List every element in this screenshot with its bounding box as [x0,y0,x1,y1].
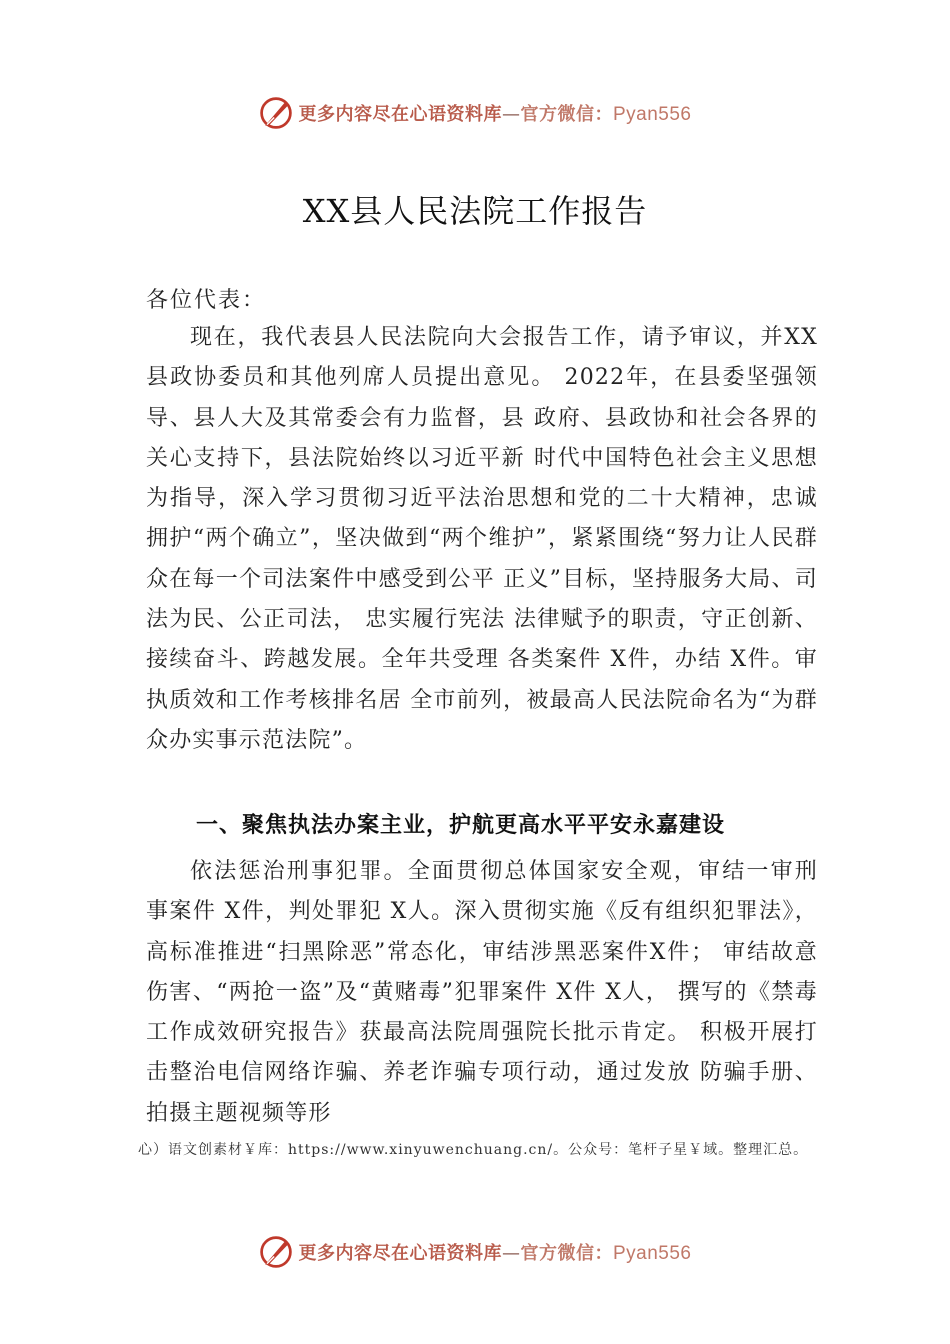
section-heading-1: 一、聚焦执法办案主业，护航更高水平平安永嘉建设 [196,813,726,838]
footnote-source: 心）语文创素材￥库：https://www.xinyuwenchuang.cn/。公众号：笔杆子星￥域。整理汇总。 [138,1142,809,1158]
body-paragraph-1: 现在，我代表县人民法院向大会报告工作，请予审议，并XX县政协委员和其他列席人员提出意见。 2022年，在县委坚强领导、县人大及其常委会有力监督，县 政府、县政协和社会各界的关心支持下，县法院始终以习近平新 时代中国特色社会主义思想为指导，深入学习贯彻习近平法治思想和党的二十大精神，忠诚拥护“两个确立”，坚决做到“两个维护”，紧紧围绕“努力让人民群众在每一个司法案件中感受到公平 正义”目标，坚持服务大局、司法为民、公正司法， 忠实履行宪法 法律赋予的职责，守正创新、接续奋斗、跨越发展。全年共受理 各类案件 X件，办结 X件。审执质效和工作考核排名居 全市前列，被最高人民法院命名为“为群众办实事示范法院”。 [146,325,818,753]
header-watermark-banner [0,93,950,133]
banner-wechat-label: 官方微信： [520,104,613,125]
banner-wechat-id: Pyan556 [612,104,692,125]
banner-separator: — [501,1243,521,1264]
banner-text [298,1239,691,1265]
quill-logo-icon [258,95,294,131]
banner-separator: — [501,104,521,125]
footer-watermark-banner [0,1232,950,1272]
salutation: 各位代表： [146,288,267,313]
document-title: XX县人民法院工作报告 [302,192,648,230]
body-paragraph-2: 依法惩治刑事犯罪。全面贯彻总体国家安全观，审结一审刑 事案件 X件，判处罪犯 X人。深入贯彻实施《反有组织犯罪法》，高标准推进“扫黑除恶”常态化，审结涉黑恶案件X件； 审结故意伤害、“两抢一盗”及“黄赌毒”犯罪案件 X件 X人， 撰写的《禁毒工作成效研究报告》获最高法院周强院长批示肯定。 积极开展打击整治电信网络诈骗、养老诈骗专项行动，通过发放 防骗手册、拍摄主题视频等形 [146,859,818,1126]
banner-wechat-label: 官方微信： [520,1243,613,1264]
banner-brand: 更多内容尽在心语资料库 [298,104,502,125]
banner-brand: 更多内容尽在心语资料库 [298,1243,502,1264]
quill-logo-icon [258,1234,294,1270]
banner-text [298,100,691,126]
banner-wechat-id: Pyan556 [612,1243,692,1264]
